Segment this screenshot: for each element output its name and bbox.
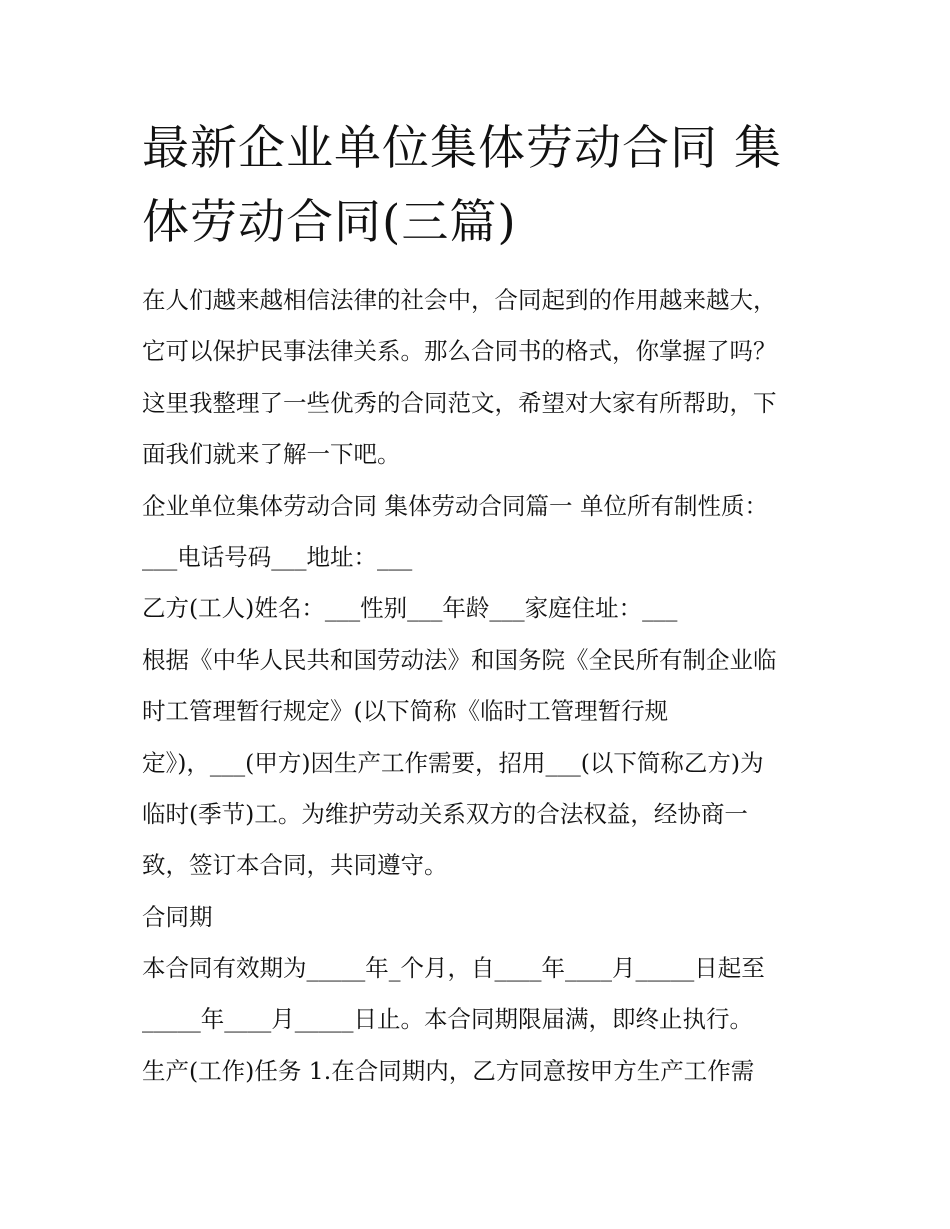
body-line: 这里我整理了一些优秀的合同范文，希望对大家有所帮助，下 bbox=[142, 388, 777, 417]
body-line: 面我们就来了解一下吧。 bbox=[142, 440, 401, 469]
body-line: 企业单位集体劳动合同 集体劳动合同篇一 单位所有制性质： bbox=[142, 491, 768, 520]
body-line: 定》)，___(甲方)因生产工作需要，招用___(以下简称乙方)为 bbox=[142, 748, 764, 777]
document-title bbox=[142, 112, 822, 260]
title-line: 体劳动合同(三篇) bbox=[142, 195, 517, 250]
body-line: 它可以保护民事法律关系。那么合同书的格式，你掌握了吗？ bbox=[142, 337, 777, 366]
title-line: 最新企业单位集体劳动合同 集 bbox=[142, 121, 782, 176]
body-line: _____年____月_____日止。本合同期限届满，即终止执行。 bbox=[142, 1005, 753, 1034]
body-line: 在人们越来越相信法律的社会中，合同起到的作用越来越大， bbox=[142, 286, 777, 314]
body-line: 本合同有效期为_____年_个月，自____年____月_____日起至 bbox=[142, 954, 765, 983]
body-line: 生产(工作)任务 1.在合同期内，乙方同意按甲方生产工作需 bbox=[142, 1056, 755, 1085]
body-line: 致，签订本合同，共同遵守。 bbox=[142, 851, 448, 880]
document-body bbox=[142, 275, 822, 1097]
body-line: ___电话号码___地址：___ bbox=[142, 542, 413, 571]
section-heading: 合同期 bbox=[142, 902, 213, 931]
body-line: 临时(季节)工。为维护劳动关系双方的合法权益，经协商一 bbox=[142, 799, 748, 828]
body-line: 根据《中华人民共和国劳动法》和国务院《全民所有制企业临 bbox=[142, 645, 777, 674]
body-line: 时工管理暂行规定》(以下简称《临时工管理暂行规 bbox=[142, 697, 669, 726]
body-line: 乙方(工人)姓名：___性别___年龄___家庭住址：___ bbox=[142, 594, 678, 623]
